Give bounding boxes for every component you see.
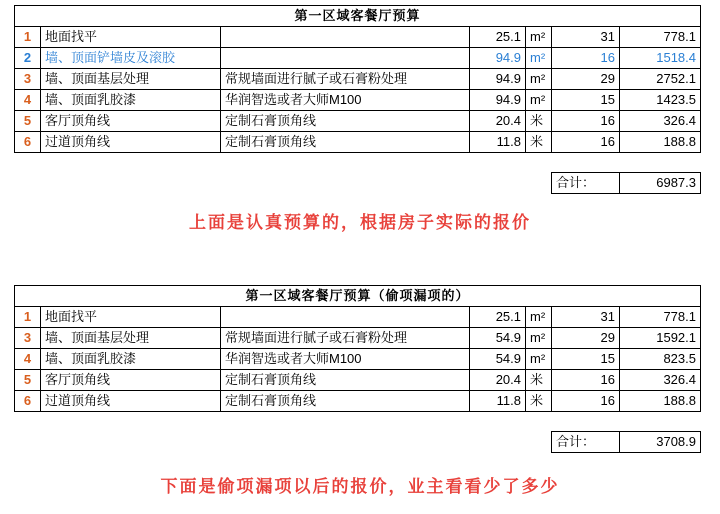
row-quantity: 31 [552, 27, 620, 48]
row-amount: 326.4 [620, 111, 701, 132]
row-unit: m² [526, 69, 552, 90]
row-amount: 188.8 [620, 132, 701, 153]
total-label: 合计： [552, 432, 620, 453]
row-index: 5 [15, 111, 41, 132]
total-empty-cell [15, 432, 41, 453]
table-row [15, 370, 701, 391]
table-spacer-row [15, 153, 701, 173]
table-row [15, 69, 701, 90]
row-description: 常规墙面进行腻子或石膏粉处理 [221, 328, 470, 349]
row-unit-price: 20.4 [470, 370, 526, 391]
spacer-cell [470, 153, 526, 173]
table-row [15, 328, 701, 349]
row-index: 3 [15, 328, 41, 349]
total-value: 3708.9 [620, 432, 701, 453]
total-empty-cell [470, 432, 526, 453]
caption-text-top: 上面是认真预算的，根据房子实际的报价 [189, 213, 531, 232]
row-unit: 米 [526, 370, 552, 391]
spacer-cell [41, 412, 221, 432]
total-value: 6987.3 [620, 173, 701, 194]
row-unit-price: 54.9 [470, 328, 526, 349]
row-quantity: 29 [552, 69, 620, 90]
table-total-row [15, 432, 701, 453]
row-description: 定制石膏顶角线 [221, 132, 470, 153]
total-empty-cell [221, 173, 470, 194]
row-unit: m² [526, 27, 552, 48]
table-spacer-row [15, 412, 701, 432]
row-item-name: 过道顶角线 [41, 132, 221, 153]
row-quantity: 16 [552, 370, 620, 391]
row-item-name: 过道顶角线 [41, 391, 221, 412]
table-row [15, 90, 701, 111]
row-description: 定制石膏顶角线 [221, 391, 470, 412]
row-unit-price: 54.9 [470, 349, 526, 370]
row-amount: 1592.1 [620, 328, 701, 349]
total-empty-cell [41, 173, 221, 194]
row-index: 6 [15, 391, 41, 412]
table-row [15, 132, 701, 153]
row-quantity: 15 [552, 349, 620, 370]
row-quantity: 31 [552, 307, 620, 328]
row-description: 华润智选或者大师M100 [221, 349, 470, 370]
budget-table-1 [14, 5, 701, 194]
row-unit: m² [526, 307, 552, 328]
row-amount: 778.1 [620, 27, 701, 48]
row-unit-price: 25.1 [470, 307, 526, 328]
total-empty-cell [470, 173, 526, 194]
row-quantity: 16 [552, 111, 620, 132]
caption-text-bottom: 下面是偷项漏项以后的报价，业主看看少了多少 [160, 477, 560, 496]
budget-table-2 [14, 285, 701, 453]
table-title-row [15, 6, 701, 27]
table-row [15, 111, 701, 132]
row-index: 6 [15, 132, 41, 153]
row-item-name: 墙、顶面乳胶漆 [41, 90, 221, 111]
row-description [221, 48, 470, 69]
row-item-name: 墙、顶面铲墙皮及滚胶 [41, 48, 221, 69]
row-index: 2 [15, 48, 41, 69]
row-index: 3 [15, 69, 41, 90]
total-empty-cell [221, 432, 470, 453]
budget-table-1-container [14, 5, 701, 194]
spacer-cell [552, 412, 620, 432]
row-quantity: 16 [552, 48, 620, 69]
row-item-name: 客厅顶角线 [41, 111, 221, 132]
row-description: 定制石膏顶角线 [221, 370, 470, 391]
row-unit-price: 94.9 [470, 90, 526, 111]
row-description [221, 307, 470, 328]
row-unit: 米 [526, 132, 552, 153]
row-unit-price: 94.9 [470, 69, 526, 90]
table-total-row [15, 173, 701, 194]
table-title: 第一区域客餐厅预算 [15, 6, 701, 27]
row-unit-price: 11.8 [470, 391, 526, 412]
row-item-name: 地面找平 [41, 307, 221, 328]
table-row [15, 307, 701, 328]
table-title: 第一区域客餐厅预算（偷项漏项的） [15, 286, 701, 307]
row-quantity: 16 [552, 391, 620, 412]
row-unit-price: 20.4 [470, 111, 526, 132]
spacer-cell [620, 153, 701, 173]
row-quantity: 16 [552, 132, 620, 153]
spacer-cell [221, 153, 470, 173]
row-unit: m² [526, 328, 552, 349]
row-quantity: 29 [552, 328, 620, 349]
caption-1-container [0, 208, 720, 233]
row-amount: 1518.4 [620, 48, 701, 69]
row-index: 5 [15, 370, 41, 391]
row-unit: m² [526, 349, 552, 370]
row-description: 定制石膏顶角线 [221, 111, 470, 132]
table-title-row [15, 286, 701, 307]
row-item-name: 客厅顶角线 [41, 370, 221, 391]
row-amount: 823.5 [620, 349, 701, 370]
row-unit-price: 11.8 [470, 132, 526, 153]
total-empty-cell [41, 432, 221, 453]
spacer-cell [15, 412, 41, 432]
row-item-name: 墙、顶面乳胶漆 [41, 349, 221, 370]
spacer-cell [526, 153, 552, 173]
row-quantity: 15 [552, 90, 620, 111]
row-unit: m² [526, 90, 552, 111]
row-unit: 米 [526, 111, 552, 132]
row-amount: 778.1 [620, 307, 701, 328]
row-unit: 米 [526, 391, 552, 412]
row-unit-price: 25.1 [470, 27, 526, 48]
spacer-cell [470, 412, 526, 432]
row-item-name: 墙、顶面基层处理 [41, 69, 221, 90]
spacer-cell [221, 412, 470, 432]
total-empty-cell [526, 432, 552, 453]
row-index: 4 [15, 349, 41, 370]
row-description [221, 27, 470, 48]
row-unit-price: 94.9 [470, 48, 526, 69]
row-item-name: 墙、顶面基层处理 [41, 328, 221, 349]
table-row [15, 48, 701, 69]
row-description: 华润智选或者大师M100 [221, 90, 470, 111]
budget-table-2-container [14, 285, 701, 453]
total-label: 合计： [552, 173, 620, 194]
row-amount: 326.4 [620, 370, 701, 391]
row-amount: 188.8 [620, 391, 701, 412]
total-empty-cell [15, 173, 41, 194]
table-row [15, 391, 701, 412]
row-unit: m² [526, 48, 552, 69]
row-index: 1 [15, 27, 41, 48]
total-empty-cell [526, 173, 552, 194]
table-row [15, 349, 701, 370]
spacer-cell [526, 412, 552, 432]
row-description: 常规墙面进行腻子或石膏粉处理 [221, 69, 470, 90]
row-amount: 1423.5 [620, 90, 701, 111]
spacer-cell [41, 153, 221, 173]
row-index: 4 [15, 90, 41, 111]
row-item-name: 地面找平 [41, 27, 221, 48]
spacer-cell [620, 412, 701, 432]
table-row [15, 27, 701, 48]
row-amount: 2752.1 [620, 69, 701, 90]
caption-2-container [0, 472, 720, 497]
spacer-cell [552, 153, 620, 173]
row-index: 1 [15, 307, 41, 328]
spacer-cell [15, 153, 41, 173]
